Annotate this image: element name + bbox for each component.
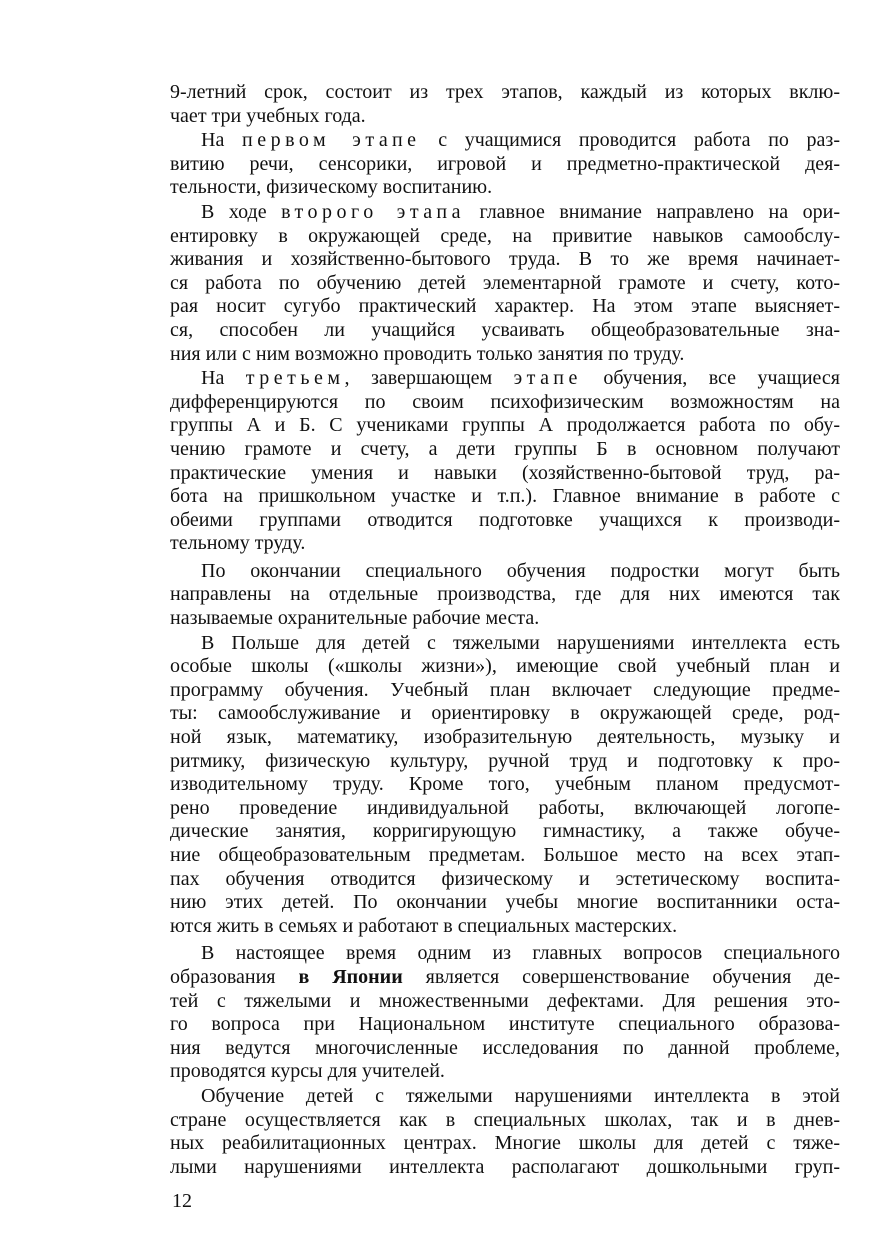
text-line: обеими группами отводится подготовке учащихся к производи- — [170, 508, 840, 531]
text-line: В Польше для детей с тяжелыми нарушениями интеллекта есть — [201, 631, 840, 654]
paragraph — [170, 632, 840, 939]
text-line: изводительному труду. Кроме того, учебным планом предусмот- — [170, 773, 840, 796]
text-line: дические занятия, корригирующую гимнастику, а также обуче- — [170, 820, 840, 843]
text-line: чению грамоте и счету, а дети группы Б в основном получают — [170, 437, 840, 460]
paragraph — [170, 367, 840, 556]
text-line: ных реабилитационных центрах. Многие школы для детей с тяже- — [170, 1132, 840, 1155]
text-line: рая носит сугубо практический характер. На этом этапе выясняет- — [170, 295, 840, 318]
paragraph — [170, 942, 840, 1084]
text-line: лыми нарушениями интеллекта располагают дошкольными груп- — [170, 1155, 840, 1178]
text-line: тельному труду. — [170, 532, 306, 555]
text-line: бота на пришкольном участке и т.п.). Главное внимание в работе с — [170, 485, 840, 508]
text-line: называемые охранительные рабочие места. — [170, 607, 540, 630]
text-line: нию этих детей. По окончании учебы многие воспитанники оста- — [170, 891, 840, 914]
text-line: Обучение детей с тяжелыми нарушениями интеллекта в этой — [201, 1084, 840, 1107]
text-line: ния ведутся многочисленные исследования по данной проблеме, — [170, 1036, 840, 1059]
text-line: пах обучения отводится физическому и эстетическому воспита- — [170, 867, 840, 890]
spaced-emphasis-text: этапе — [513, 367, 582, 390]
text-line: витию речи, сенсорики, игровой и предметно-практической дея- — [170, 152, 840, 175]
paragraph — [170, 81, 840, 128]
text-line: рено проведение индивидуальной работы, включающей логопе- — [170, 796, 840, 819]
text-line: ния или с ним возможно проводить только занятия по труду. — [170, 342, 685, 365]
text-line: направлены на отдельные производства, где для них имеются так — [170, 583, 840, 606]
text-line: особые школы («школы жизни»), имеющие свой учебный план и — [170, 655, 840, 678]
text-line — [170, 129, 840, 153]
text-line: В настоящее время одним из главных вопросов специального — [201, 942, 840, 965]
text-line: 9-летний срок, состоит из трех этапов, каждый из которых вклю- — [170, 81, 840, 103]
spaced-emphasis-text: второго этапа — [281, 200, 465, 223]
text-line: тей с тяжелыми и множественными дефектами. Для решения это- — [170, 989, 840, 1012]
text-line — [170, 966, 840, 990]
text-segment: , завершающем — [344, 367, 514, 390]
text-line — [170, 201, 840, 225]
text-line: проводятся курсы для учителей. — [170, 1060, 445, 1083]
text-segment: В ходе — [201, 200, 282, 223]
text-line — [170, 367, 840, 391]
paragraph — [170, 129, 840, 200]
text-segment: На — [201, 367, 246, 390]
text-line: практические умения и навыки (хозяйственно-бытовой труд, ра- — [170, 461, 840, 484]
text-line: ся, способен ли учащийся усваивать общеобразовательные зна- — [170, 318, 840, 341]
bold-text: в Японии — [298, 965, 403, 988]
text-segment: образования — [170, 965, 299, 988]
text-line: ние общеобразовательным предметам. Большое место на всех этап- — [170, 844, 840, 866]
paragraph — [170, 560, 840, 631]
text-segment: главное внимание направлено на ори- — [465, 200, 840, 223]
text-segment: На — [201, 129, 242, 152]
text-line: ся работа по обучению детей элементарной грамоте и счету, кото- — [170, 271, 840, 294]
text-line: го вопроса при Национальном институте специального образова- — [170, 1013, 840, 1036]
text-segment: является совершенствование обучения де- — [402, 965, 840, 988]
text-line: программу обучения. Учебный план включает следующие предме- — [170, 678, 840, 701]
text-line: ентировку в окружающей среде, на привитие навыков самообслу- — [170, 224, 840, 247]
paragraph — [170, 201, 840, 366]
text-line: ритмику, физическую культуру, ручной труд и подготовку к про- — [170, 749, 840, 772]
text-segment: обучения, все учащиеся — [581, 367, 840, 390]
text-line: ной язык, математику, изобразительную деятельность, музыку и — [170, 726, 840, 749]
page-number: 12 — [172, 1190, 192, 1212]
page-body-text — [170, 80, 840, 1179]
text-line: ются жить в семьях и работают в специальных мастерских. — [170, 914, 678, 937]
text-line: ты: самообслуживание и ориентировку в окружающей среде, род- — [170, 702, 840, 725]
text-line: тельности, физическому воспитанию. — [170, 176, 493, 199]
spaced-emphasis-text: третьем — [245, 367, 345, 390]
spaced-emphasis-text: первом этапе — [241, 129, 421, 152]
text-segment: с учащимися проводится работа по раз- — [420, 129, 840, 152]
text-line: живания и хозяйственно-бытового труда. В то же время начинает- — [170, 248, 840, 271]
text-line: дифференцируются по своим психофизическим возможностям на — [170, 390, 840, 413]
text-line: чает три учебных года. — [170, 104, 366, 127]
text-line: стране осуществляется как в специальных школах, так и в днев- — [170, 1108, 840, 1131]
text-line: По окончании специального обучения подростки могут быть — [201, 559, 840, 582]
text-line: группы А и Б. С учениками группы А продолжается работа по обу- — [170, 414, 840, 437]
paragraph — [170, 1085, 840, 1179]
